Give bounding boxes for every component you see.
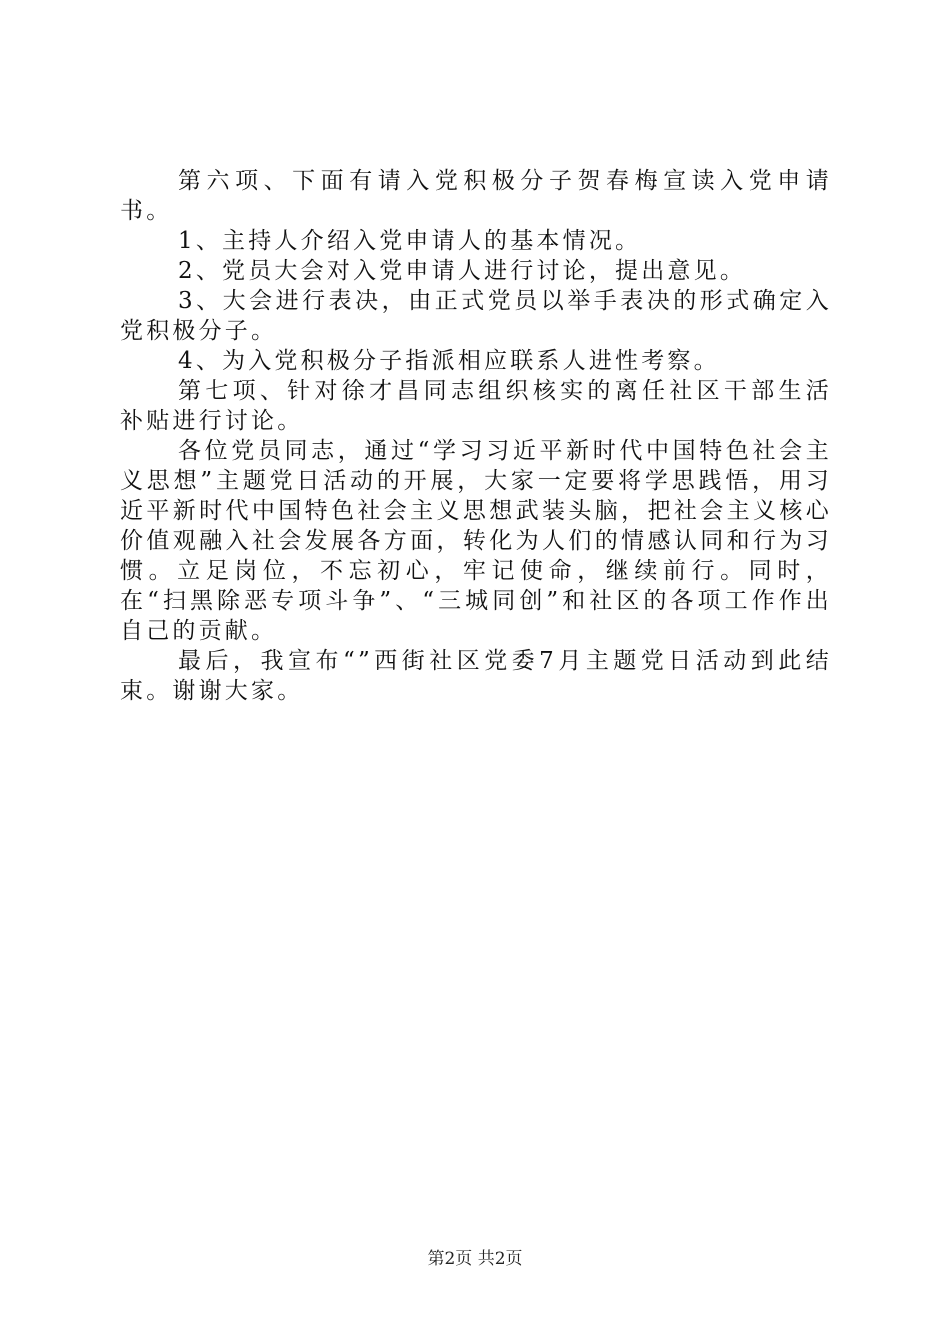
paragraph-address: 各位党员同志，通过“学习习近平新时代中国特色社会主义思想”主题党日活动的开展，大家一定要将学思践悟，用习近平新时代中国特色社会主义思想武装头脑，把社会主义核心价值观融入社会发展各方面，转化为人们的情感认同和行为习惯。立足岗位，不忘初心，牢记使命，继续前行。同时，在“扫黑除恶专项斗争”、“三城同创”和社区的各项工作作出自己的贡献。 (120, 438, 832, 644)
paragraph-step-1: 1、主持人介绍入党申请人的基本情况。 (178, 228, 642, 254)
paragraph-item-7: 第七项、针对徐才昌同志组织核实的离任社区干部生活补贴进行讨论。 (120, 378, 832, 434)
paragraph-item-6: 第六项、下面有请入党积极分子贺春梅宣读入党申请书。 (120, 168, 832, 224)
paragraph-closing: 最后，我宣布“”西街社区党委7月主题党日活动到此结束。谢谢大家。 (120, 648, 832, 704)
document-body (120, 166, 832, 706)
paragraph-step-3: 3、大会进行表决，由正式党员以举手表决的形式确定入党积极分子。 (120, 288, 832, 344)
page-footer (0, 1244, 950, 1269)
page-number: 第2页 共2页 (427, 1249, 523, 1269)
paragraph-step-2: 2、党员大会对入党申请人进行讨论，提出意见。 (178, 258, 747, 284)
paragraph-step-4: 4、为入党积极分子指派相应联系人进性考察。 (178, 348, 720, 374)
